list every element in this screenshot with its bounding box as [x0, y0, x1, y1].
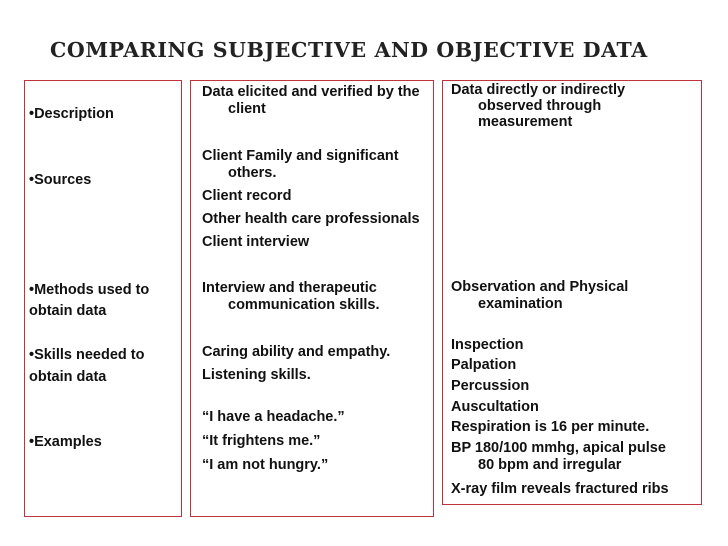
category-skills-line2: obtain data: [29, 369, 107, 385]
subjective-skill-caring: Caring ability and empathy.: [202, 344, 391, 360]
objective-example-respiration: Respiration is 16 per minute.: [451, 419, 650, 435]
subjective-skill-listening: Listening skills.: [202, 367, 311, 383]
subjective-source-family-line2: others.: [228, 165, 277, 181]
subjective-source-interview: Client interview: [202, 234, 310, 250]
objective-example-bp-line1: BP 180/100 mmhg, apical pulse: [451, 440, 666, 456]
category-skills-line1: •Skills needed to: [29, 347, 145, 363]
objective-example-bp-line2: 80 bpm and irregular: [478, 457, 622, 473]
category-description: •Description: [29, 106, 114, 122]
objective-description-line1: Data directly or indirectly: [451, 82, 626, 98]
category-sources: •Sources: [29, 172, 92, 188]
category-methods-line1: •Methods used to: [29, 282, 150, 298]
category-examples: •Examples: [29, 434, 102, 450]
subjective-methods-line1: Interview and therapeutic: [202, 280, 377, 296]
subjective-description-line1: Data elicited and verified by the: [202, 84, 420, 100]
subjective-source-record: Client record: [202, 188, 292, 204]
objective-skill-inspection: Inspection: [451, 337, 524, 353]
subjective-example-frightens: “It frightens me.”: [202, 433, 321, 449]
objective-description-line3: measurement: [478, 114, 573, 130]
subjective-methods-line2: communication skills.: [228, 297, 380, 313]
objective-methods-line2: examination: [478, 296, 563, 312]
subjective-source-family-line1: Client Family and significant: [202, 148, 399, 164]
page-title: COMPARING SUBJECTIVE AND OBJECTIVE DATA: [50, 38, 648, 62]
objective-methods-line1: Observation and Physical: [451, 279, 629, 295]
subjective-source-professionals: Other health care professionals: [202, 211, 420, 227]
subjective-example-headache: “I have a headache.”: [202, 409, 345, 425]
subjective-description-line2: client: [228, 101, 266, 117]
objective-skill-percussion: Percussion: [451, 378, 530, 394]
objective-description-line2: observed through: [478, 98, 602, 114]
objective-example-xray: X-ray film reveals fractured ribs: [451, 481, 669, 497]
category-methods-line2: obtain data: [29, 303, 107, 319]
subjective-example-hungry: “I am not hungry.”: [202, 457, 329, 473]
objective-skill-auscultation: Auscultation: [451, 399, 539, 415]
objective-skill-palpation: Palpation: [451, 357, 517, 373]
